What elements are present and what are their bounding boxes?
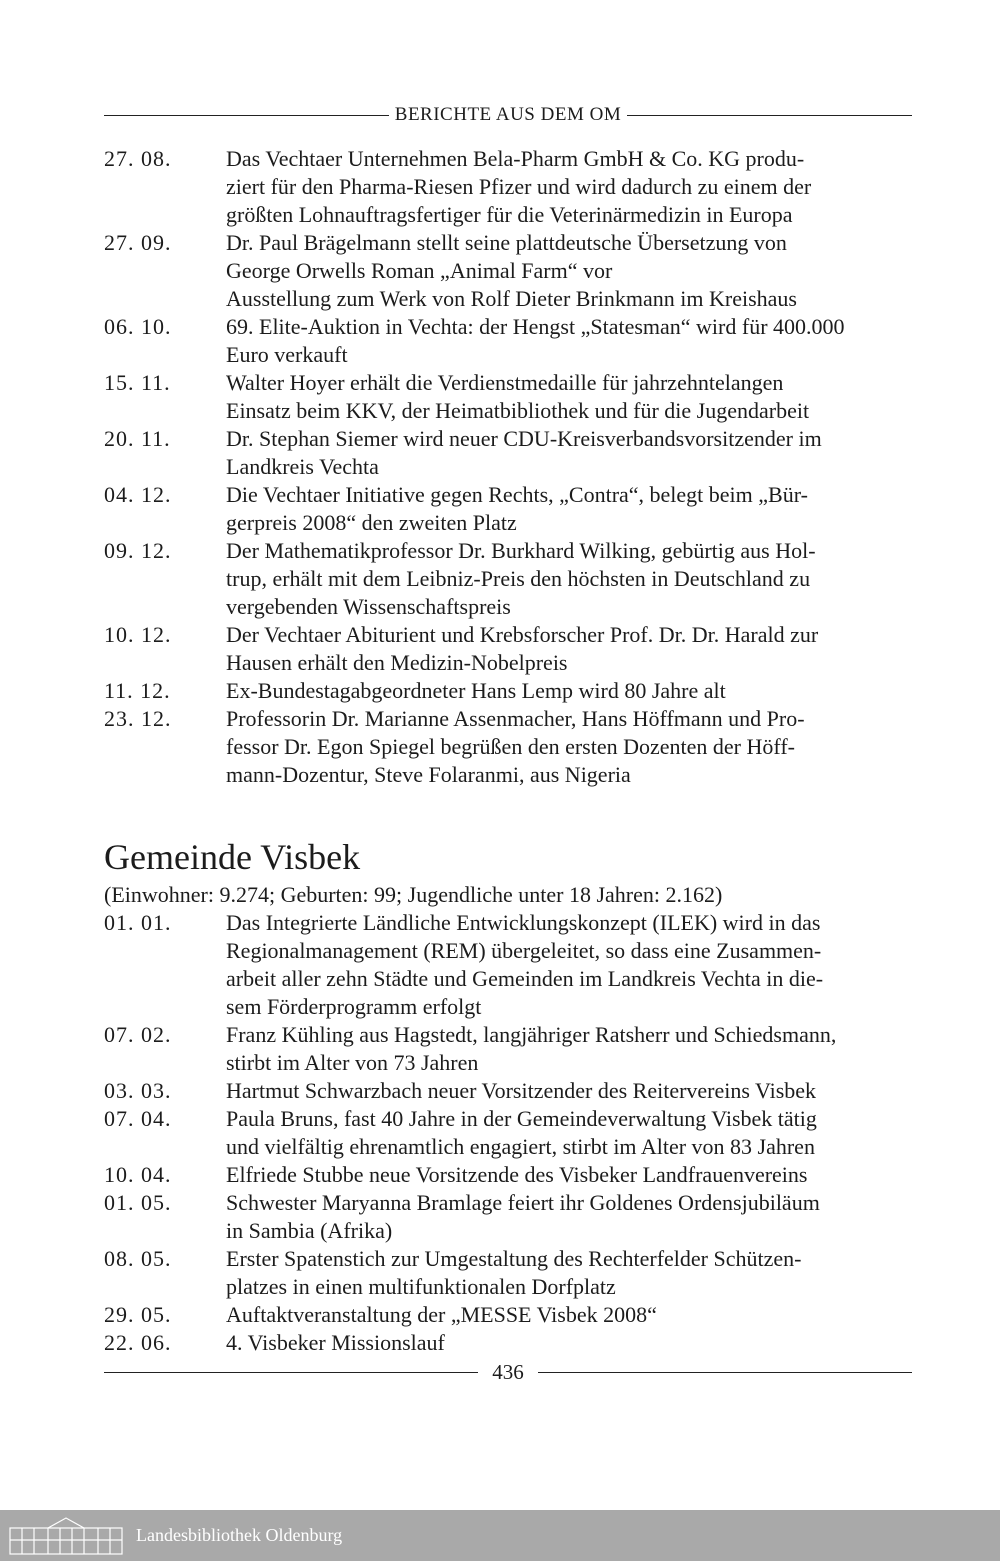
entry-text-line: Der Mathematikprofessor Dr. Burkhard Wilking, gebürtig aus Hol- — [226, 538, 816, 563]
entry-text-line: mann-Dozentur, Steve Folaranmi, aus Nigeria — [226, 762, 631, 787]
entry-text — [226, 537, 912, 621]
footer-rule-right — [538, 1372, 912, 1373]
entry-text-line: Das Integrierte Ländliche Entwicklungskonzept (ILEK) wird in das — [226, 910, 821, 935]
entry-text — [226, 145, 912, 229]
entry-date: 10. 12. — [104, 622, 172, 647]
section-stats: (Einwohner: 9.274; Geburten: 99; Jugendliche unter 18 Jahren: 2.162) — [104, 882, 723, 907]
entry-date: 04. 12. — [104, 482, 172, 507]
entry-text — [226, 1301, 912, 1329]
entry-text — [226, 1077, 912, 1105]
entry-date: 29. 05. — [104, 1302, 172, 1327]
library-building-icon — [8, 1516, 124, 1556]
chronicle-entry — [104, 313, 912, 369]
chronicle-entry — [104, 677, 912, 705]
entry-date: 07. 04. — [104, 1106, 172, 1131]
footer-rule-left — [104, 1372, 478, 1373]
entry-text — [226, 313, 912, 369]
entry-text-line: Paula Bruns, fast 40 Jahre in der Gemeindeverwaltung Visbek tätig — [226, 1106, 817, 1131]
chronicle-entry — [104, 1301, 912, 1329]
header-rule-left — [104, 115, 389, 116]
entry-text — [226, 229, 912, 313]
entry-text-line: trup, erhält mit dem Leibniz-Preis den höchsten in Deutschland zu — [226, 566, 811, 591]
chronicle-entry — [104, 229, 912, 313]
entry-text-line: Euro verkauft — [226, 342, 348, 367]
entry-text-line: Regionalmanagement (REM) übergeleitet, so dass eine Zusammen- — [226, 938, 822, 963]
entry-text — [226, 1329, 912, 1357]
entry-text — [226, 909, 912, 1021]
entry-text — [226, 1189, 912, 1245]
entry-date: 07. 02. — [104, 1022, 172, 1047]
entry-date: 08. 05. — [104, 1246, 172, 1271]
entry-text-line: Ex-Bundestagabgeordneter Hans Lemp wird 80 Jahre alt — [226, 678, 726, 703]
entry-text-line: Der Vechtaer Abiturient und Krebsforscher Prof. Dr. Dr. Harald zur — [226, 622, 819, 647]
chronicle-entry — [104, 1189, 912, 1245]
entry-date: 20. 11. — [104, 426, 171, 451]
chronicle-entry — [104, 1105, 912, 1161]
page-content — [104, 145, 912, 1357]
entry-text — [226, 677, 912, 705]
chronicle-entry — [104, 621, 912, 677]
entry-text-line: 69. Elite-Auktion in Vechta: der Hengst „Statesman“ wird für 400.000 — [226, 314, 845, 339]
chronicle-entry — [104, 537, 912, 621]
chronicle-entry — [104, 369, 912, 425]
entry-text-line: Hausen erhält den Medizin-Nobelpreis — [226, 650, 568, 675]
entry-text-line: Elfriede Stubbe neue Vorsitzende des Visbeker Landfrauenvereins — [226, 1162, 808, 1187]
entry-date: 09. 12. — [104, 538, 172, 563]
entry-text-line: gerpreis 2008“ den zweiten Platz — [226, 510, 517, 535]
entry-text-line: Das Vechtaer Unternehmen Bela-Pharm GmbH & Co. KG produ- — [226, 146, 805, 171]
entry-date: 01. 01. — [104, 910, 172, 935]
entry-text-line: Professorin Dr. Marianne Assenmacher, Hans Höffmann und Pro- — [226, 706, 805, 731]
chronicle-entry — [104, 481, 912, 537]
entry-date: 15. 11. — [104, 370, 171, 395]
running-header — [104, 104, 912, 126]
entry-text-line: Erster Spatenstich zur Umgestaltung des Rechterfelder Schützen- — [226, 1246, 802, 1271]
entry-text — [226, 425, 912, 481]
section-title: Gemeinde Visbek — [104, 837, 361, 877]
entry-date: 22. 06. — [104, 1330, 172, 1355]
entry-text-line: Landkreis Vechta — [226, 454, 379, 479]
entry-text-line: arbeit aller zehn Städte und Gemeinden im Landkreis Vechta in die- — [226, 966, 824, 991]
entry-date: 11. 12. — [104, 678, 171, 703]
entry-text — [226, 1105, 912, 1161]
entry-date: 06. 10. — [104, 314, 172, 339]
entry-text — [226, 481, 912, 537]
entry-text-line: stirbt im Alter von 73 Jahren — [226, 1050, 479, 1075]
entry-text-line: Hartmut Schwarzbach neuer Vorsitzender des Reitervereins Visbek — [226, 1078, 817, 1103]
entry-text-line: in Sambia (Afrika) — [226, 1218, 393, 1243]
entry-text-line: Schwester Maryanna Bramlage feiert ihr Goldenes Ordensjubiläum — [226, 1190, 820, 1215]
running-header-title: BERICHTE AUS DEM OM — [394, 104, 622, 125]
entry-text-line: vergebenden Wissenschaftspreis — [226, 594, 511, 619]
chronicle-entry — [104, 1245, 912, 1301]
chronicle-list-visbek — [104, 909, 912, 1357]
page-number: 436 — [492, 1360, 524, 1384]
entry-text-line: fessor Dr. Egon Spiegel begrüßen den ersten Dozenten der Höff- — [226, 734, 795, 759]
entry-text-line: Dr. Stephan Siemer wird neuer CDU-Kreisverbandsvorsitzender im — [226, 426, 822, 451]
entry-text-line: ziert für den Pharma-Riesen Pfizer und wird dadurch zu einem der — [226, 174, 812, 199]
entry-text-line: sem Förderprogramm erfolgt — [226, 994, 482, 1019]
entry-text-line: Dr. Paul Brägelmann stellt seine plattdeutsche Übersetzung von — [226, 230, 787, 255]
entry-date: 01. 05. — [104, 1190, 172, 1215]
entry-text-line: platzes in einen multifunktionalen Dorfplatz — [226, 1274, 616, 1299]
entry-text — [226, 1021, 912, 1077]
chronicle-entry — [104, 909, 912, 1021]
entry-text-line: und vielfältig ehrenamtlich engagiert, stirbt im Alter von 83 Jahren — [226, 1134, 815, 1159]
entry-date: 27. 09. — [104, 230, 172, 255]
entry-date: 03. 03. — [104, 1078, 172, 1103]
chronicle-entry — [104, 425, 912, 481]
chronicle-entry — [104, 1077, 912, 1105]
entry-text-line: 4. Visbeker Missionslauf — [226, 1330, 445, 1355]
entry-text-line: Ausstellung zum Werk von Rolf Dieter Brinkmann im Kreishaus — [226, 286, 797, 311]
entry-text-line: Franz Kühling aus Hagstedt, langjähriger Ratsherr und Schiedsmann, — [226, 1022, 837, 1047]
entry-text-line: Die Vechtaer Initiative gegen Rechts, „Contra“, belegt beim „Bür- — [226, 482, 808, 507]
entry-text-line: Walter Hoyer erhält die Verdienstmedaille für jahrzehntelangen — [226, 370, 784, 395]
chronicle-entry — [104, 145, 912, 229]
entry-date: 27. 08. — [104, 146, 172, 171]
entry-text — [226, 705, 912, 789]
chronicle-entry — [104, 1021, 912, 1077]
header-rule-right — [627, 115, 912, 116]
entry-text-line: Auftaktveranstaltung der „MESSE Visbek 2008“ — [226, 1302, 657, 1327]
entry-text — [226, 1161, 912, 1189]
chronicle-entry — [104, 1161, 912, 1189]
entry-text-line: George Orwells Roman „Animal Farm“ vor — [226, 258, 613, 283]
entry-text — [226, 621, 912, 677]
entry-date: 23. 12. — [104, 706, 172, 731]
page-footer — [104, 1360, 912, 1385]
entry-text — [226, 1245, 912, 1301]
entry-text-line: Einsatz beim KKV, der Heimatbibliothek und für die Jugendarbeit — [226, 398, 810, 423]
chronicle-list-vechta — [104, 145, 912, 789]
chronicle-entry — [104, 1329, 912, 1357]
entry-date: 10. 04. — [104, 1162, 172, 1187]
chronicle-entry — [104, 705, 912, 789]
library-name: Landesbibliothek Oldenburg — [136, 1525, 343, 1545]
library-bar — [0, 1510, 1000, 1561]
entry-text-line: größten Lohnauftragsfertiger für die Veterinärmedizin in Europa — [226, 202, 793, 227]
entry-text — [226, 369, 912, 425]
